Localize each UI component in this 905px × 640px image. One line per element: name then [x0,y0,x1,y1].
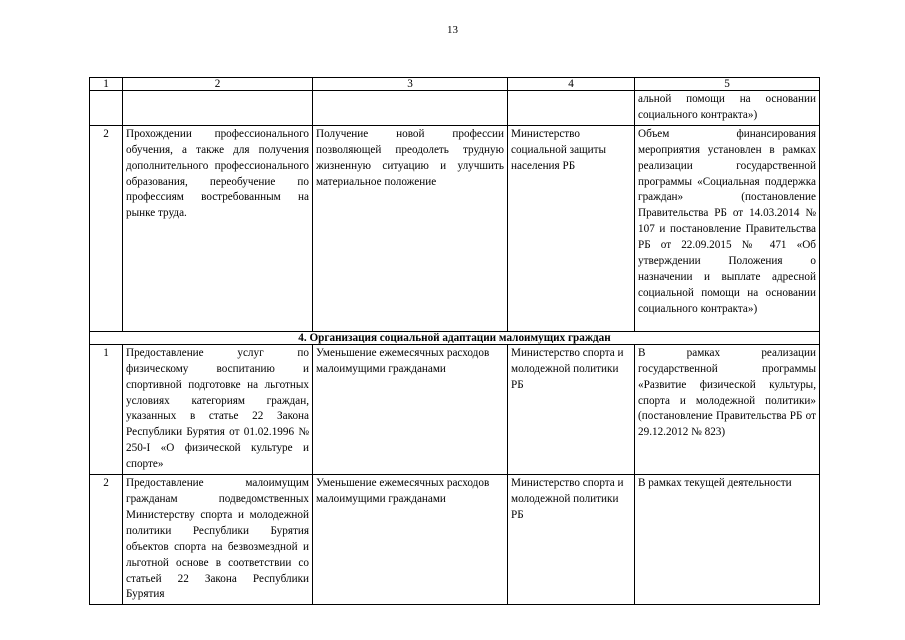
header-cell-1: 1 [90,78,123,91]
measure-cell: Предоставление малоимущим гражданам подведомственных Министерству спорта и молодежной политики Республики Бурятия объектов спорта на безвозмездной и льготной основе в соответствии со статьей 22 Закона Республики Бурятия [123,475,313,605]
table-row [90,344,820,474]
page-number: 13 [447,24,458,36]
row-number: 2 [90,475,123,605]
result-cell: Уменьшение ежемесячных расходов малоимущими гражданами [313,344,508,474]
measure-cell: Прохождении профессионального обучения, а также для получения дополнительного профессионального образования, переобучение по профессиям востребованным на рынке труда. [123,125,313,331]
executor-cell: Министерство спорта и молодежной политики РБ [508,344,635,474]
financing-cell: В рамках реализации государственной программы «Развитие физической культуры, спорта и молодежной политики» (постановление Правительства РБ от 29.12.2012 № 823) [635,344,820,474]
table-row [90,475,820,605]
table-row-continuation [90,91,820,126]
table-cell [508,91,635,126]
measures-table [89,77,820,605]
header-cell-3: 3 [313,78,508,91]
header-cell-2: 2 [123,78,313,91]
measure-cell: Предоставление услуг по физическому воспитанию и спортивной подготовке на льготных условиях категориям граждан, указанных в статье 22 Закона Республики Бурятия от 01.02.1996 № 250-I «О физической культуре и спорте» [123,344,313,474]
section-row [90,331,820,344]
result-cell: Получение новой профессии позволяющей преодолеть трудную жизненную ситуацию и улучшить материальное положение [313,125,508,331]
header-cell-4: 4 [508,78,635,91]
row-number: 1 [90,344,123,474]
table-cell [313,91,508,126]
financing-cell: альной помощи на основании социального контракта») [635,91,820,126]
financing-cell: Объем финансирования мероприятия установлен в рамках реализации государственной программы «Социальная поддержка граждан» (постановление Правительства РБ от 14.03.2014 № 107 и постановление Правительства РБ от 22.09.2015 № 471 «Об утверждении Положения о назначении и выплате адресной социальной помощи на основании социального контракта») [635,125,820,331]
table-cell [123,91,313,126]
executor-cell: Министерство социальной защиты населения РБ [508,125,635,331]
table-header-row [90,78,820,91]
header-cell-5: 5 [635,78,820,91]
result-cell: Уменьшение ежемесячных расходов малоимущими гражданами [313,475,508,605]
executor-cell: Министерство спорта и молодежной политики РБ [508,475,635,605]
table-row [90,125,820,331]
row-number: 2 [90,125,123,331]
financing-cell: В рамках текущей деятельности [635,475,820,605]
section-title: 4. Организация социальной адаптации малоимущих граждан [90,331,820,344]
table-cell [90,91,123,126]
